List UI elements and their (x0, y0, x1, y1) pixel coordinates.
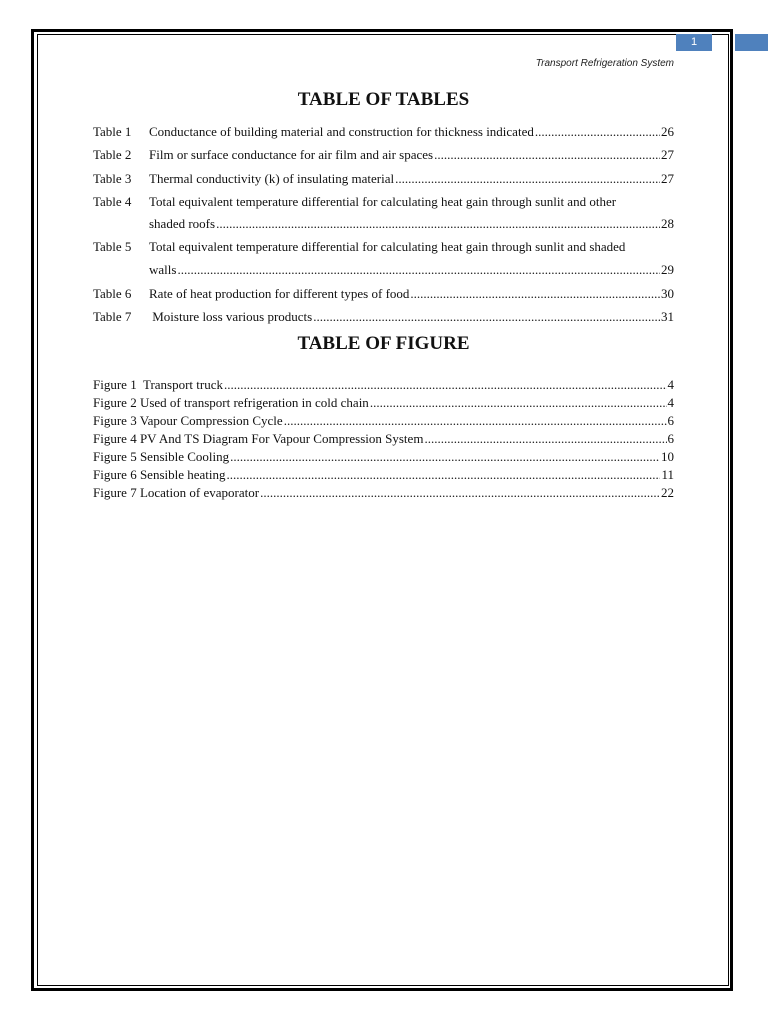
dot-leader (370, 395, 667, 411)
toc-entry-page: 31 (661, 309, 674, 324)
running-header-title: Transport Refrigeration System (535, 58, 674, 69)
toc-entry-table-1[interactable] (93, 124, 674, 140)
toc-entry-title: Film or surface conductance for air film and air spaces (149, 147, 434, 162)
toc-entry-title: Moisture loss various products (149, 309, 313, 324)
toc-entry-title: Total equivalent temperature differential for calculating heat gain through sunlit and other (149, 194, 617, 209)
toc-entry-page: 27 (661, 171, 674, 186)
toc-entry-title: Conductance of building material and construction for thickness indicated (149, 124, 534, 139)
toc-entry-title: Figure 1 Transport truck (93, 377, 223, 392)
dot-leader (260, 485, 660, 501)
toc-entry-title: Figure 2 Used of transport refrigeration in cold chain (93, 395, 369, 410)
toc-entry-label: Table 5 (93, 239, 132, 254)
toc-entry-page: 22 (661, 485, 674, 500)
toc-entry-table-3[interactable] (93, 171, 674, 187)
dot-leader (434, 147, 660, 163)
dot-leader (284, 413, 667, 429)
toc-entry-page: 11 (661, 467, 674, 482)
dot-leader (224, 377, 667, 393)
toc-entry-page: 10 (661, 449, 674, 464)
toc-entry-page: 26 (661, 124, 674, 139)
toc-entry-page: 29 (661, 262, 674, 277)
toc-entry-table-4[interactable] (93, 194, 674, 210)
dot-leader (177, 262, 660, 278)
tables-heading: TABLE OF TABLES (297, 89, 470, 110)
toc-entry-title: Total equivalent temperature differential for calculating heat gain through sunlit and shaded (149, 239, 626, 254)
header-accent-bar (735, 34, 768, 51)
toc-entry-label: Table 6 (93, 286, 132, 301)
toc-entry-page: 28 (661, 216, 674, 231)
dot-leader (395, 171, 660, 187)
toc-entry-page: 30 (661, 286, 674, 301)
toc-entry-figure-1[interactable] (93, 377, 674, 393)
toc-entry-label: Table 3 (93, 171, 132, 186)
toc-entry-title-cont: walls (149, 262, 177, 277)
toc-entry-page: 6 (667, 431, 674, 446)
toc-entry-title: Figure 6 Sensible heating (93, 467, 226, 482)
page-number: 1 (676, 34, 712, 51)
toc-entry-page: 4 (667, 377, 674, 392)
toc-entry-label: Table 1 (93, 124, 132, 139)
toc-entry-title: Thermal conductivity (k) of insulating material (149, 171, 395, 186)
dot-leader (410, 286, 660, 302)
toc-entry-figure-6[interactable] (93, 467, 674, 483)
dot-leader (216, 216, 660, 232)
toc-entry-figure-3[interactable] (93, 413, 674, 429)
toc-entry-page: 4 (667, 395, 674, 410)
toc-entry-title: Figure 3 Vapour Compression Cycle (93, 413, 283, 428)
toc-entry-table-5-cont[interactable] (149, 262, 674, 278)
toc-entry-page: 27 (661, 147, 674, 162)
toc-entry-title-cont: shaded roofs (149, 216, 216, 231)
figures-heading: TABLE OF FIGURE (297, 333, 470, 354)
toc-entry-page: 6 (667, 413, 674, 428)
toc-entry-figure-5[interactable] (93, 449, 674, 465)
toc-entry-label: Table 4 (93, 194, 132, 209)
toc-entry-figure-2[interactable] (93, 395, 674, 411)
dot-leader (535, 124, 660, 140)
toc-entry-title: Rate of heat production for different types of food (149, 286, 410, 301)
toc-entry-table-6[interactable] (93, 286, 674, 302)
toc-entry-table-2[interactable] (93, 147, 674, 163)
dot-leader (424, 431, 666, 447)
toc-entry-table-5[interactable] (93, 239, 674, 255)
toc-entry-label: Table 2 (93, 147, 132, 162)
dot-leader (230, 449, 660, 465)
toc-entry-table-7[interactable] (93, 309, 674, 325)
toc-entry-label: Table 7 (93, 309, 132, 324)
toc-entry-title: Figure 5 Sensible Cooling (93, 449, 230, 464)
toc-entry-title: Figure 7 Location of evaporator (93, 485, 260, 500)
dot-leader (313, 309, 660, 325)
toc-entry-figure-4[interactable] (93, 431, 674, 447)
toc-entry-figure-7[interactable] (93, 485, 674, 501)
toc-entry-table-4-cont[interactable] (149, 216, 674, 232)
toc-entry-title: Figure 4 PV And TS Diagram For Vapour Compression System (93, 431, 424, 446)
dot-leader (227, 467, 661, 483)
